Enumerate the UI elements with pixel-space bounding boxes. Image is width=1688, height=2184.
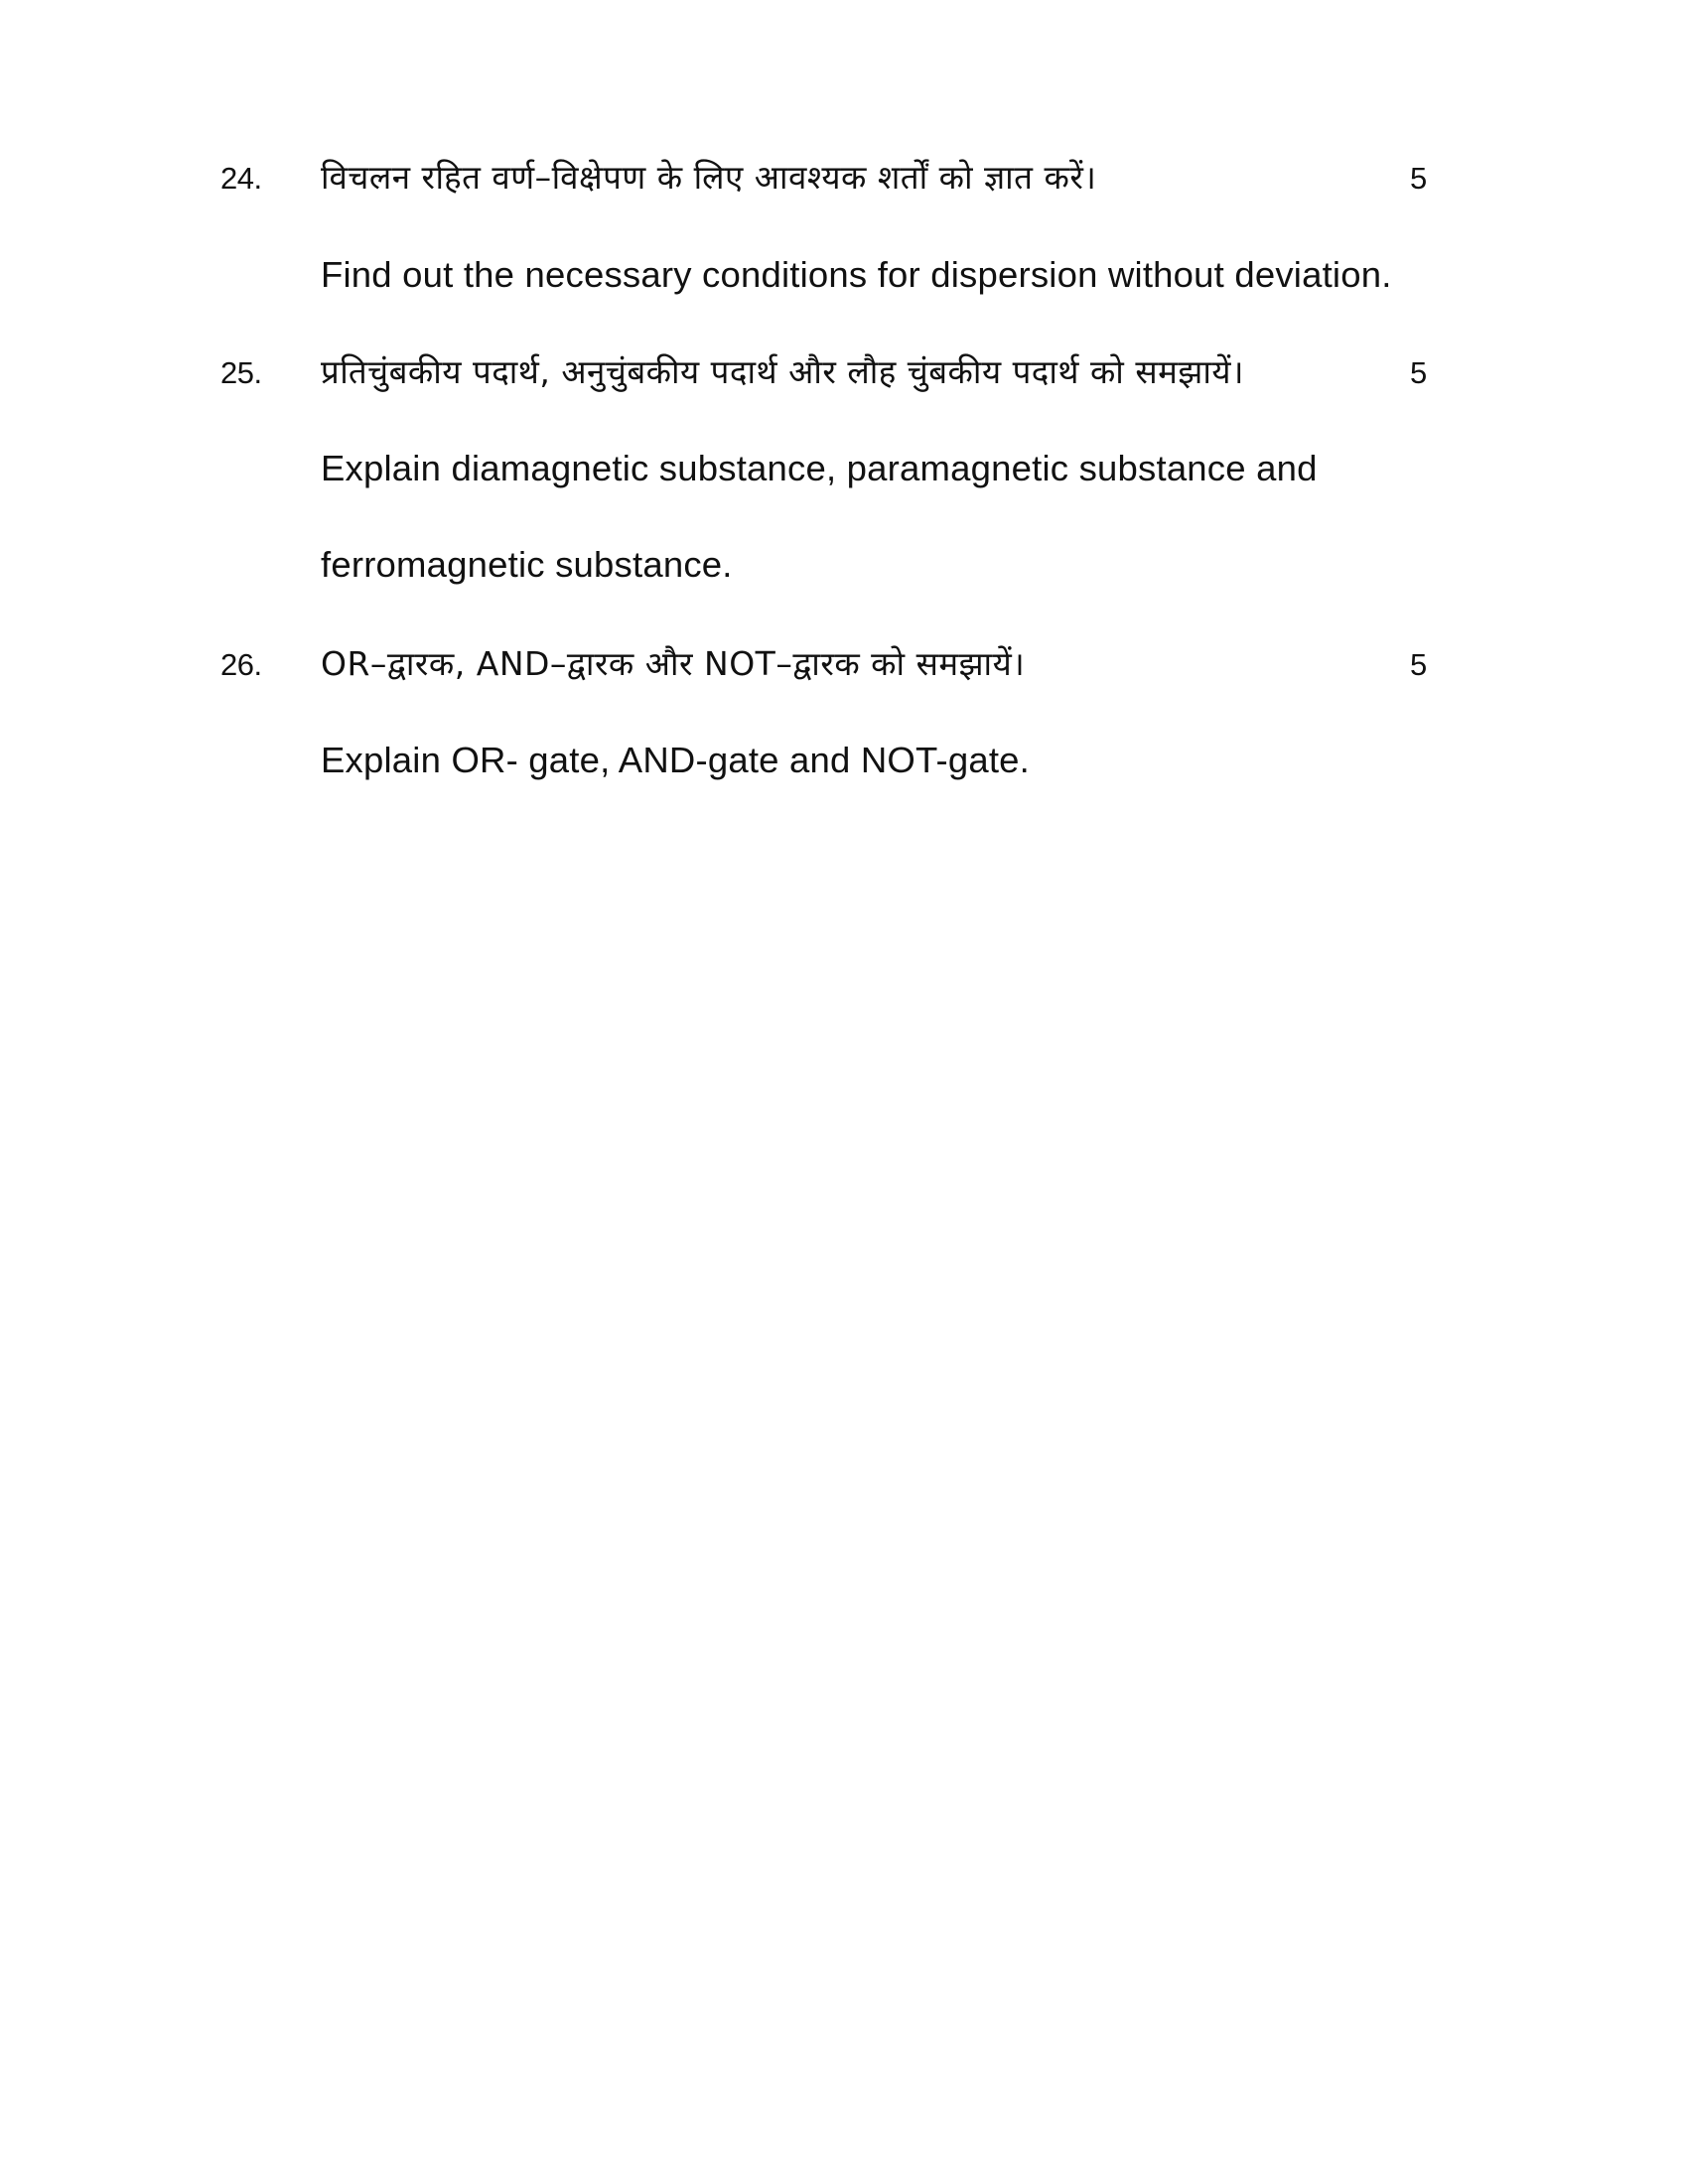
question-26-english-line xyxy=(0,726,1688,785)
question-number: 24. xyxy=(220,161,262,196)
question-number: 26. xyxy=(220,647,262,682)
question-24-hindi-line xyxy=(0,143,1688,203)
question-text-english: Explain OR- gate, AND-gate and NOT-gate. xyxy=(321,739,1031,780)
question-25-english-line-2 xyxy=(0,530,1688,590)
question-25-hindi-line xyxy=(0,338,1688,397)
question-marks: 5 xyxy=(1410,355,1428,390)
question-25-english-line-1 xyxy=(0,434,1688,493)
question-number: 25. xyxy=(220,355,262,390)
question-text-english: Explain diamagnetic substance, paramagnetic substance and xyxy=(321,447,1318,488)
question-text-english: Find out the necessary conditions for dispersion without deviation. xyxy=(321,253,1392,295)
question-text-english: ferromagnetic substance. xyxy=(321,543,733,585)
question-26-hindi-line xyxy=(0,629,1688,689)
question-text-hindi: OR–द्वारक, AND–द्वारक और NOT–द्वारक को समझायें। xyxy=(321,644,1026,683)
question-marks: 5 xyxy=(1410,161,1428,196)
question-text-hindi: प्रतिचुंबकीय पदार्थ, अनुचुंबकीय पदार्थ और लौह चुंबकीय पदार्थ को समझायें। xyxy=(321,352,1245,391)
question-marks: 5 xyxy=(1410,647,1428,682)
question-text-hindi: विचलन रहित वर्ण–विक्षेपण के लिए आवश्यक शर्तों को ज्ञात करें। xyxy=(321,158,1097,197)
question-24-english-line xyxy=(0,240,1688,300)
